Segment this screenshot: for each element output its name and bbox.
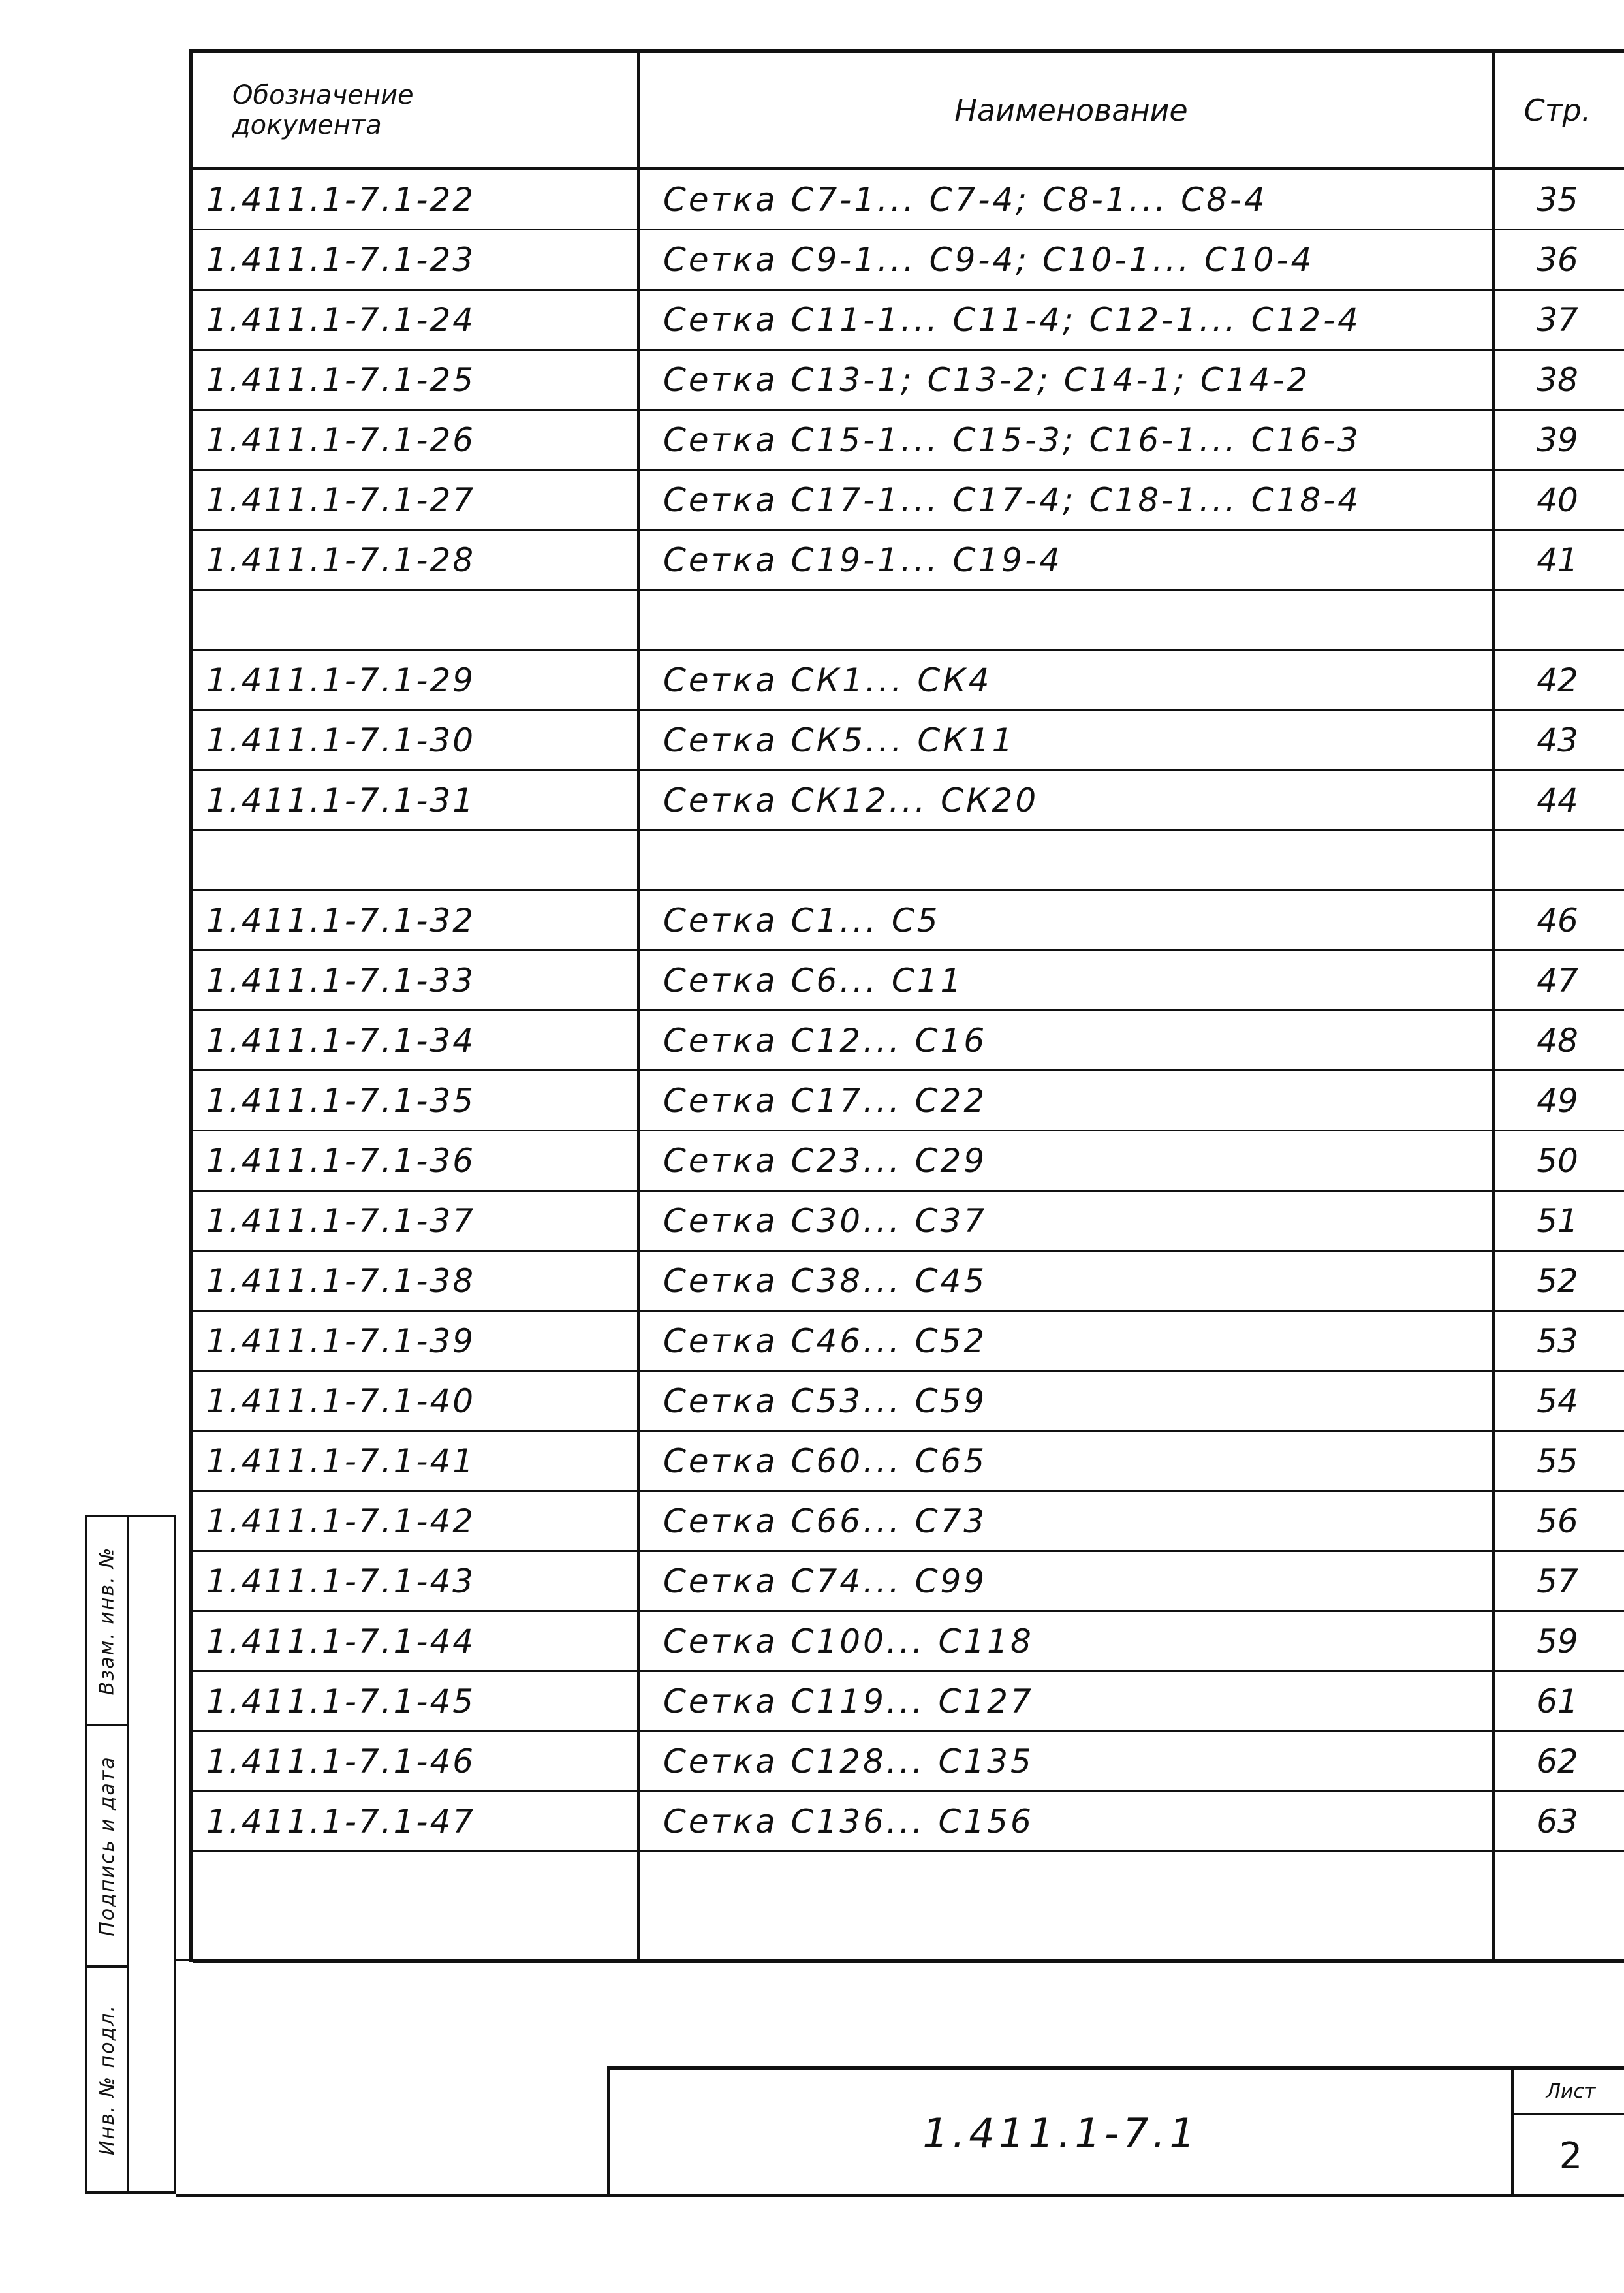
cell-designation: 1.411.1-7.1-39 bbox=[206, 1321, 476, 1360]
table-row bbox=[193, 1672, 1624, 1732]
table-row bbox=[193, 471, 1624, 531]
cell-page: 46 bbox=[1537, 901, 1578, 940]
cell-page: 52 bbox=[1537, 1261, 1578, 1300]
document-code: 1.411.1-7.1 bbox=[922, 2110, 1199, 2157]
cell-name: Сетка С17... С22 bbox=[663, 1081, 988, 1120]
table-row bbox=[193, 1432, 1624, 1492]
cell-designation: 1.411.1-7.1-33 bbox=[206, 961, 476, 1000]
table-row bbox=[193, 1372, 1624, 1432]
cell-page: 44 bbox=[1537, 781, 1578, 819]
cell-name: Сетка С60... С65 bbox=[663, 1442, 988, 1480]
table-row bbox=[193, 891, 1624, 951]
cell-designation: 1.411.1-7.1-41 bbox=[206, 1442, 476, 1480]
sheet-number: 2 bbox=[1559, 2135, 1583, 2177]
cell-name: Сетка С12... С16 bbox=[663, 1021, 988, 1060]
cell-name bbox=[663, 591, 1479, 649]
table-row bbox=[193, 351, 1624, 411]
cell-name bbox=[663, 1852, 1479, 1961]
cell-name: Сетка С30... С37 bbox=[663, 1201, 988, 1240]
cell-page: 50 bbox=[1537, 1141, 1578, 1180]
table-row bbox=[193, 591, 1624, 651]
cell-designation: 1.411.1-7.1-31 bbox=[206, 781, 476, 819]
cell-page: 56 bbox=[1537, 1502, 1578, 1540]
cell-name: Сетка С53... С59 bbox=[663, 1382, 988, 1420]
cell-designation: 1.411.1-7.1-32 bbox=[206, 901, 476, 940]
cell-name: Сетка С9-1... С9-4; С10-1... С10-4 bbox=[663, 240, 1315, 279]
cell-page: 37 bbox=[1537, 300, 1578, 339]
header-name: Наименование bbox=[954, 92, 1188, 128]
cell-name: Сетка С13-1; С13-2; С14-1; С14-2 bbox=[663, 360, 1311, 399]
cell-page: 40 bbox=[1537, 481, 1578, 519]
cell-name: Сетка С136... С156 bbox=[663, 1802, 1034, 1841]
contents-table bbox=[189, 49, 1624, 1962]
table-row bbox=[193, 170, 1624, 230]
table-row bbox=[193, 230, 1624, 291]
cell-designation: 1.411.1-7.1-30 bbox=[206, 721, 476, 759]
side-stamp-labels bbox=[87, 1517, 129, 2191]
table-row bbox=[193, 1312, 1624, 1372]
cell-designation: 1.411.1-7.1-44 bbox=[206, 1622, 476, 1660]
cell-designation: 1.411.1-7.1-23 bbox=[206, 240, 476, 279]
table-row bbox=[193, 1011, 1624, 1071]
cell-page: 38 bbox=[1537, 360, 1578, 399]
cell-name: Сетка С15-1... С15-3; С16-1... С16-3 bbox=[663, 420, 1361, 459]
cell-page: 59 bbox=[1537, 1622, 1578, 1660]
table-row bbox=[193, 1492, 1624, 1552]
table-row bbox=[193, 1071, 1624, 1131]
cell-designation: 1.411.1-7.1-46 bbox=[206, 1742, 476, 1780]
cell-designation: 1.411.1-7.1-25 bbox=[206, 360, 476, 399]
cell-page: 61 bbox=[1537, 1682, 1578, 1720]
table-row bbox=[193, 1192, 1624, 1252]
table-row bbox=[193, 291, 1624, 351]
cell-name: Сетка С66... С73 bbox=[663, 1502, 988, 1540]
sheet-box bbox=[1511, 2070, 1624, 2197]
table-row bbox=[193, 1131, 1624, 1192]
side-seg-replace-inv bbox=[87, 1517, 127, 1726]
cell-page: 63 bbox=[1537, 1802, 1578, 1841]
cell-name: Сетка С6... С11 bbox=[663, 961, 964, 1000]
table-row bbox=[193, 711, 1624, 771]
table-row bbox=[193, 651, 1624, 711]
cell-page: 39 bbox=[1537, 420, 1578, 459]
cell-designation: 1.411.1-7.1-27 bbox=[206, 481, 476, 519]
title-block bbox=[607, 2066, 1624, 2197]
table-row bbox=[193, 1732, 1624, 1792]
header-designation bbox=[232, 53, 624, 167]
cell-page bbox=[1499, 1852, 1616, 1961]
table-row bbox=[193, 831, 1624, 891]
cell-name: Сетка СК12... СК20 bbox=[663, 781, 1039, 819]
cell-name: Сетка СК1... СК4 bbox=[663, 661, 992, 699]
cell-designation: 1.411.1-7.1-26 bbox=[206, 420, 476, 459]
table-row bbox=[193, 951, 1624, 1011]
cell-designation: 1.411.1-7.1-40 bbox=[206, 1382, 476, 1420]
cell-page: 35 bbox=[1537, 180, 1578, 219]
cell-designation: 1.411.1-7.1-47 bbox=[206, 1802, 476, 1841]
table-row bbox=[193, 1612, 1624, 1672]
side-stamp bbox=[85, 1515, 176, 2194]
table-row bbox=[193, 1852, 1624, 1963]
cell-designation bbox=[206, 831, 637, 889]
cell-designation: 1.411.1-7.1-34 bbox=[206, 1021, 476, 1060]
table-row bbox=[193, 771, 1624, 831]
cell-designation: 1.411.1-7.1-43 bbox=[206, 1562, 476, 1600]
cell-page: 47 bbox=[1537, 961, 1578, 1000]
cell-name: Сетка С23... С29 bbox=[663, 1141, 988, 1180]
header-designation-line2: документа bbox=[232, 110, 382, 140]
table-bottom-rule bbox=[176, 1959, 1624, 1961]
column-divider bbox=[1492, 53, 1495, 1963]
cell-page: 41 bbox=[1537, 541, 1578, 579]
cell-name bbox=[663, 831, 1479, 889]
cell-page: 43 bbox=[1537, 721, 1578, 759]
cell-name: Сетка СК5... СК11 bbox=[663, 721, 1016, 759]
cell-designation: 1.411.1-7.1-42 bbox=[206, 1502, 476, 1540]
table-header bbox=[193, 53, 1624, 170]
cell-name: Сетка С1... С5 bbox=[663, 901, 941, 940]
table-row bbox=[193, 411, 1624, 471]
header-page: Стр. bbox=[1523, 92, 1591, 128]
cell-designation: 1.411.1-7.1-22 bbox=[206, 180, 476, 219]
cell-designation: 1.411.1-7.1-38 bbox=[206, 1261, 476, 1300]
cell-page: 49 bbox=[1537, 1081, 1578, 1120]
cell-name: Сетка С38... С45 bbox=[663, 1261, 988, 1300]
cell-designation bbox=[206, 591, 637, 649]
side-label-inv-orig: Инв. № подл. bbox=[95, 2004, 119, 2155]
cell-page: 55 bbox=[1537, 1442, 1578, 1480]
cell-name: Сетка С7-1... С7-4; С8-1... С8-4 bbox=[663, 180, 1268, 219]
cell-page: 53 bbox=[1537, 1321, 1578, 1360]
cell-page: 48 bbox=[1537, 1021, 1578, 1060]
cell-page: 51 bbox=[1537, 1201, 1578, 1240]
cell-name: Сетка С17-1... С17-4; С18-1... С18-4 bbox=[663, 481, 1361, 519]
table-row bbox=[193, 531, 1624, 591]
side-seg-inv-orig bbox=[87, 1968, 127, 2191]
header-designation-line1: Обозначение bbox=[232, 80, 414, 110]
cell-designation: 1.411.1-7.1-35 bbox=[206, 1081, 476, 1120]
side-label-replace-inv: Взам. инв. № bbox=[95, 1546, 119, 1695]
cell-page: 42 bbox=[1537, 661, 1578, 699]
cell-name: Сетка С100... С118 bbox=[663, 1622, 1034, 1660]
cell-name: Сетка С11-1... С11-4; С12-1... С12-4 bbox=[663, 300, 1361, 339]
cell-page: 54 bbox=[1537, 1382, 1578, 1420]
cell-designation: 1.411.1-7.1-29 bbox=[206, 661, 476, 699]
side-seg-sign-date bbox=[87, 1726, 127, 1968]
table-row bbox=[193, 1252, 1624, 1312]
side-label-sign-date: Подпись и дата bbox=[95, 1755, 119, 1937]
cell-designation: 1.411.1-7.1-28 bbox=[206, 541, 476, 579]
cell-name: Сетка С128... С135 bbox=[663, 1742, 1034, 1780]
cell-page: 57 bbox=[1537, 1562, 1578, 1600]
cell-designation: 1.411.1-7.1-24 bbox=[206, 300, 476, 339]
table-row bbox=[193, 1552, 1624, 1612]
table-row bbox=[193, 1792, 1624, 1852]
cell-designation bbox=[206, 1852, 637, 1961]
cell-page bbox=[1499, 591, 1616, 649]
cell-designation: 1.411.1-7.1-45 bbox=[206, 1682, 476, 1720]
cell-name: Сетка С19-1... С19-4 bbox=[663, 541, 1063, 579]
cell-page: 62 bbox=[1537, 1742, 1578, 1780]
sheet-label: Лист bbox=[1514, 2070, 1624, 2115]
cell-page bbox=[1499, 831, 1616, 889]
column-divider bbox=[637, 53, 640, 1963]
cell-name: Сетка С74... С99 bbox=[663, 1562, 988, 1600]
cell-designation: 1.411.1-7.1-36 bbox=[206, 1141, 476, 1180]
sheet-bottom-rule bbox=[176, 2194, 1624, 2197]
cell-name: Сетка С46... С52 bbox=[663, 1321, 988, 1360]
cell-designation: 1.411.1-7.1-37 bbox=[206, 1201, 476, 1240]
cell-page: 36 bbox=[1537, 240, 1578, 279]
cell-name: Сетка С119... С127 bbox=[663, 1682, 1034, 1720]
